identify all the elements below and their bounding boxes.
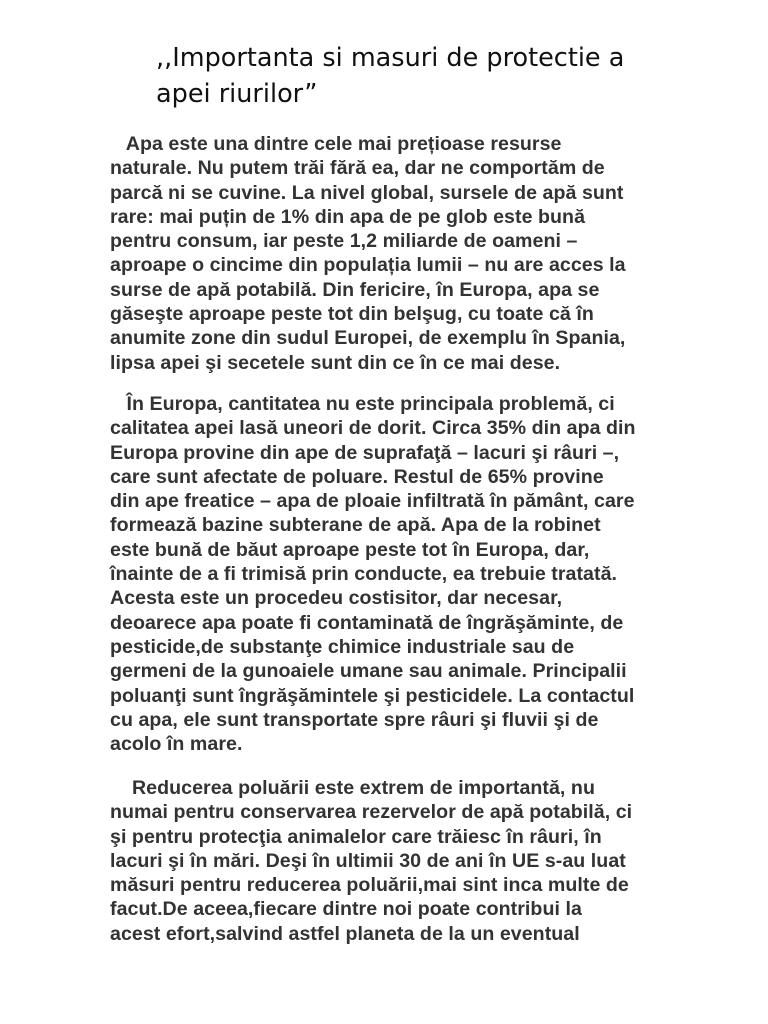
text-line: din ape freatice – apa de ploaie infiltrată în pământ, care — [110, 490, 635, 513]
text-line: În Europa, cantitatea nu este principala problemă, ci — [110, 393, 615, 415]
text-line: Europa provine din ape de suprafaţă – lacuri şi râuri –, — [110, 441, 620, 464]
text-line: pentru consum, iar peste 1,2 miliarde de oameni – — [110, 230, 578, 253]
text-line: parcă ni se cuvine. La nivel global, sursele de apă sunt — [110, 181, 624, 204]
text-line: pesticide,de substanţe chimice industriale sau de — [110, 635, 575, 658]
text-line: acolo în mare. — [110, 733, 243, 756]
text-line: lacuri şi în mări. Deşi în ultimii 30 de ani în UE s-au luat — [110, 849, 626, 872]
text-line: anumite zone din sudul Europei, de exemplu în Spania, — [110, 327, 626, 350]
text-line: găseşte aproape peste tot din belşug, cu toate că în — [110, 303, 594, 326]
text-line: Apa este una dintre cele mai prețioase resurse — [110, 133, 562, 155]
paragraph-water-resources — [110, 132, 718, 375]
text-line: numai pentru conservarea rezervelor de apă potabilă, ci — [110, 801, 633, 824]
text-line: naturale. Nu putem trăi fără ea, dar ne comportăm de — [110, 157, 605, 180]
text-line: aproape o cincime din populația lumii – nu are acces la — [110, 254, 626, 277]
text-line: este bună de băut aproape peste tot în Europa, dar, — [110, 538, 590, 561]
text-line: care sunt afectate de poluare. Restul de 65% provine — [110, 465, 604, 488]
text-line: facut.De aceea,fiecare dintre noi poate contribui la — [110, 898, 582, 921]
title-line: apei riurilor” — [156, 79, 318, 109]
paragraph-pollution-reduction — [110, 776, 718, 946]
text-line: germeni de la gunoaiele umane sau animale. Principalii — [110, 660, 627, 683]
paragraph-water-quality — [110, 392, 718, 756]
text-line: Acesta este un procedeu costisitor, dar necesar, — [110, 587, 563, 610]
text-line: şi pentru protecţia animalelor care trăiesc în râuri, în — [110, 825, 602, 848]
text-line: poluanţi sunt îngrăşămintele şi pesticidele. La contactul — [110, 684, 635, 707]
text-line: deoarece apa poate fi contaminată de îngrăşăminte, de — [110, 611, 624, 634]
text-line: Reducerea poluării este extrem de importantă, nu — [110, 777, 595, 799]
text-line: înainte de a fi trimisă prin conducte, ea trebuie tratată. — [110, 563, 618, 586]
text-line: lipsa apei şi secetele sunt din ce în ce mai dese. — [110, 351, 561, 374]
text-line: acest efort,salvind astfel planeta de la un eventual — [110, 922, 580, 945]
title-line: ,,Importanta si masuri de protectie a — [156, 43, 625, 73]
text-line: formează bazine subterane de apă. Apa de la robinet — [110, 514, 601, 537]
document-title — [110, 40, 710, 112]
text-line: surse de apă potabilă. Din fericire, în Europa, apa se — [110, 278, 600, 301]
text-line: rare: mai puțin de 1% din apa de pe glob este bună — [110, 205, 586, 228]
text-line: măsuri pentru reducerea poluării,mai sint inca multe de — [110, 874, 629, 897]
text-line: calitatea apei lasă uneori de dorit. Circa 35% din apa din — [110, 417, 636, 440]
text-line: cu apa, ele sunt transportate spre râuri şi fluvii şi de — [110, 708, 599, 731]
